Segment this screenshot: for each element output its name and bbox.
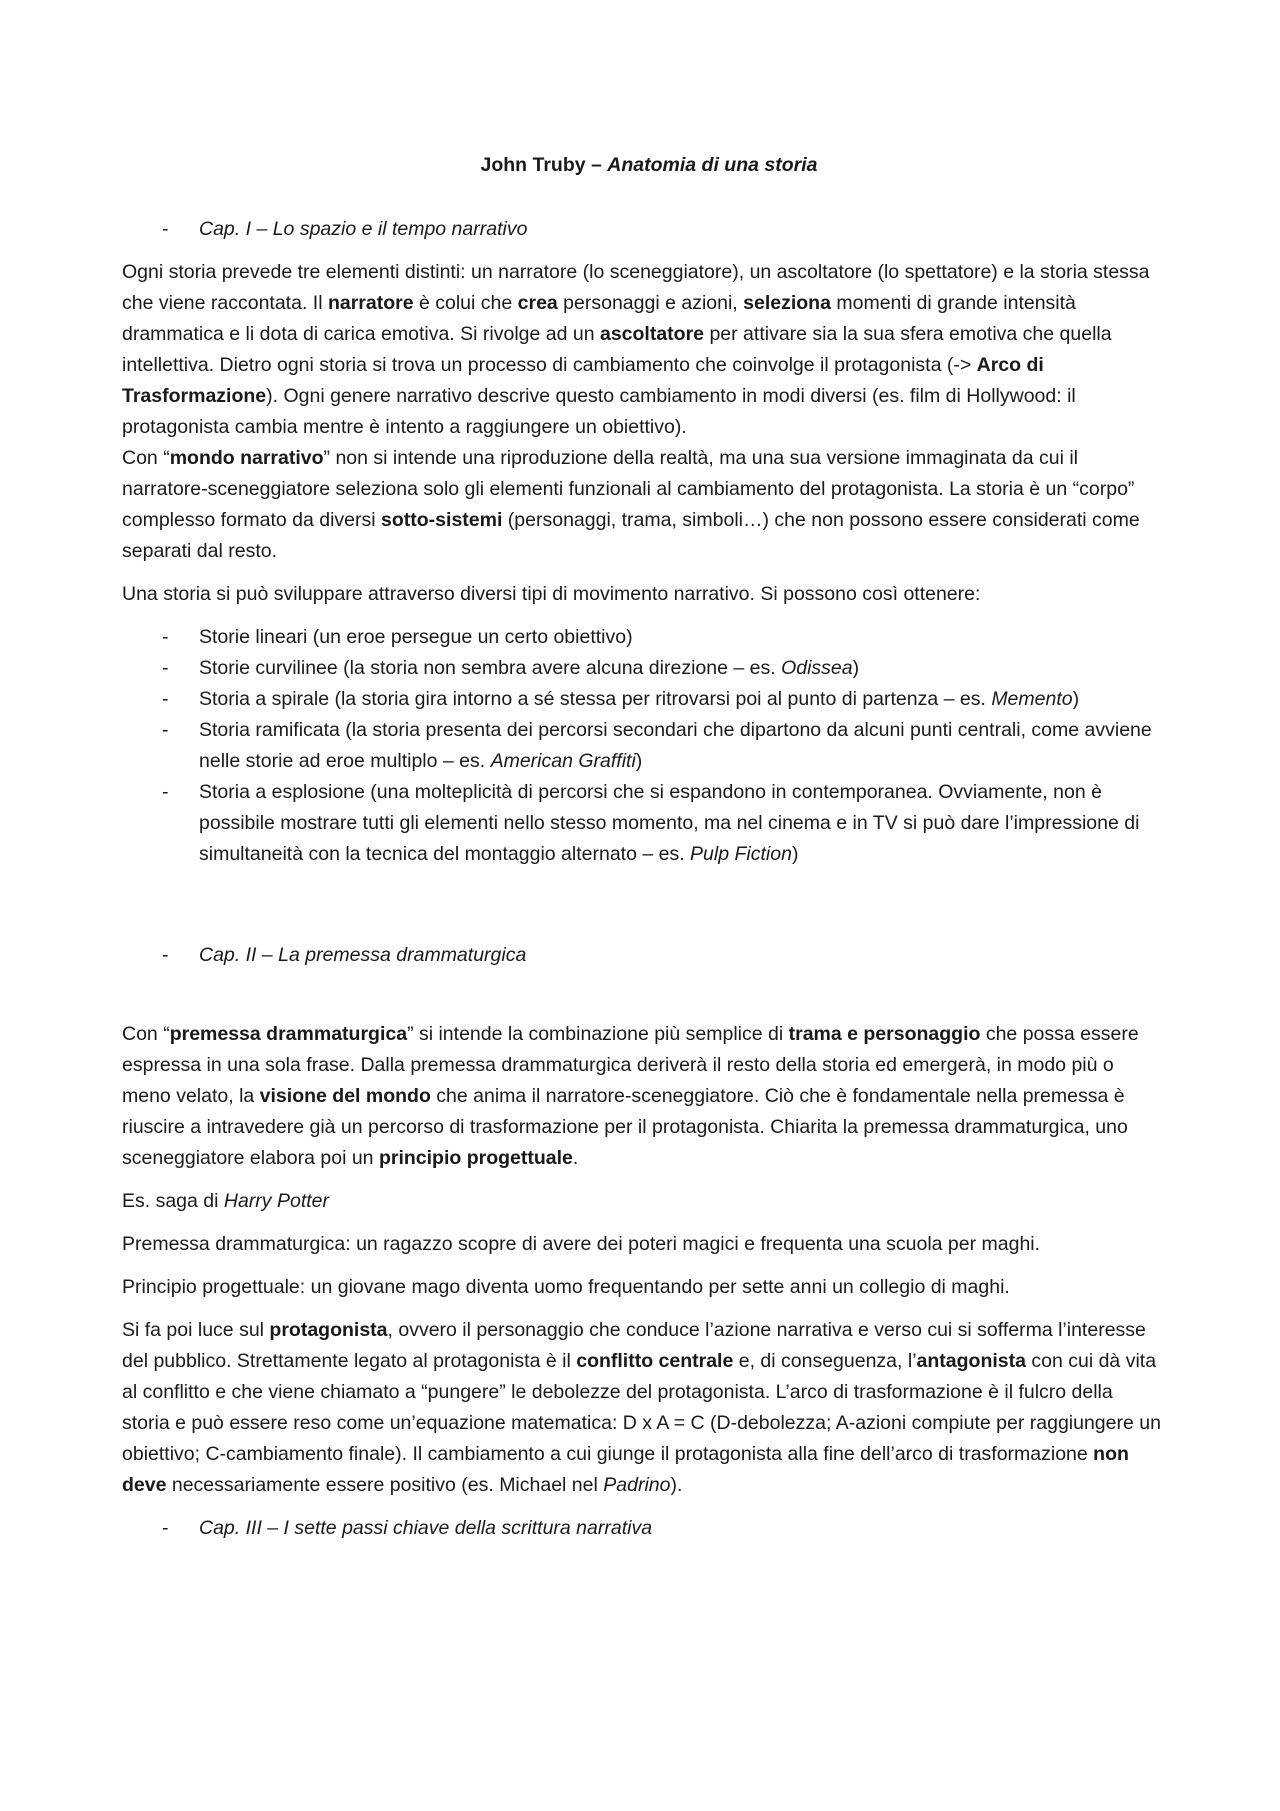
text: Storie lineari (un eroe persegue un certo obiettivo) (199, 626, 633, 648)
paragraph-5: Premessa drammaturgica: un ragazzo scopre di avere dei poteri magici e frequenta una scuola per maghi. (122, 1233, 1041, 1255)
paragraph-2: Una storia si può sviluppare attraverso diversi tipi di movimento narrativo. Si possono così ottenere: (122, 583, 981, 605)
bold-text: mondo narrativo (169, 447, 324, 469)
text: ). Ogni genere narrativo descrive questo cambiamento in modi diversi (es. film di Hollywood: il protagonista cambia mentre è intento a raggiungere un obiettivo). (122, 385, 1076, 438)
chapter-heading-text: Cap. I – Lo spazio e il tempo narrativo (199, 218, 528, 240)
paragraph-3 (122, 1019, 1162, 1174)
italic-text: Padrino (603, 1474, 671, 1496)
dash-bullet: - (162, 688, 169, 710)
text: ) (852, 657, 860, 679)
text: ” si intende la combinazione più semplice di (407, 1023, 789, 1045)
text: Si fa poi luce sul (122, 1319, 270, 1341)
dash-bullet: - (162, 657, 169, 679)
bold-text: antagonista (916, 1350, 1026, 1372)
text: con cui dà vita al conflitto e che viene chiamato a “pungere” le debolezze del protagonista. L’arco di trasformazione è il fulcro della storia e può essere reso come un’equazione matematica: D x A = C (D-debolezza; A-azioni compiute per raggiungere un obiettivo; C-cambiamento finale). Il cambiamento a cui giunge il protagonista alla fine dell’arco di trasformazione (122, 1350, 1161, 1465)
text: (personaggi, trama, simboli…) che non possono essere considerati come separati dal resto. (122, 509, 1140, 562)
italic-text: Memento (991, 688, 1073, 710)
chapter-heading-text: Cap. III – I sette passi chiave della scrittura narrativa (199, 1517, 653, 1539)
text: personaggi e azioni, (557, 292, 744, 314)
text: Es. saga di (122, 1190, 224, 1212)
chapter-heading-1 (122, 214, 1162, 245)
text: Con “ (122, 447, 170, 469)
dash-bullet: - (162, 781, 169, 803)
bold-text: sotto-sistemi (381, 509, 503, 531)
title-separator: – (585, 154, 608, 176)
paragraph-7 (122, 1315, 1162, 1501)
text: Storia ramificata (la storia presenta dei percorsi secondari che dipartono da alcuni punti centrali, come avviene nelle storie ad eroe multiplo – es. (199, 719, 1152, 772)
list-item (122, 684, 1162, 715)
text: necessariamente essere positivo (es. Michael nel (166, 1474, 604, 1496)
list-item (122, 777, 1162, 870)
italic-text: Odissea (781, 657, 853, 679)
text: ) (1072, 688, 1080, 710)
paragraph-4 (122, 1186, 1162, 1217)
chapter-heading-2 (122, 940, 1162, 971)
document-title (122, 150, 1162, 181)
text: Storia a spirale (la storia gira intorno a sé stessa per ritrovarsi poi al punto di partenza – es. (199, 688, 992, 710)
bold-text: narratore (327, 292, 414, 314)
text: ). (670, 1474, 683, 1496)
italic-text: Pulp Fiction (690, 843, 792, 865)
document-body (122, 150, 1162, 1544)
paragraph-1 (122, 257, 1162, 567)
bold-text: conflitto centrale (576, 1350, 734, 1372)
title-author: John Truby (480, 154, 586, 176)
text: è colui che (413, 292, 518, 314)
chapter-heading-3 (122, 1513, 1162, 1544)
text: , ovvero il personaggio che conduce l’azione narrativa e verso cui si sofferma l’interesse del pubblico. Strettamente legato al protagonista è il (122, 1319, 1146, 1372)
text: Con “ (122, 1023, 170, 1045)
text: momenti di grande intensità drammatica e li dota di carica emotiva. Si rivolge ad un (122, 292, 1076, 345)
bold-text: seleziona (743, 292, 831, 314)
text: Ogni storia prevede tre elementi distinti: un narratore (lo sceneggiatore), un ascoltatore (lo spettatore) e la storia stessa che viene raccontata. Il (122, 261, 1150, 314)
dash-bullet: - (162, 218, 169, 240)
bold-text: ascoltatore (599, 323, 705, 345)
text: ” non si intende una riproduzione della realtà, ma una sua versione immaginata da cui il narratore-sceneggiatore seleziona solo gli elementi funzionali al cambiamento del protagonista. La storia è un “corpo” complesso formato da diversi (122, 447, 1135, 531)
bold-text: visione del mondo (259, 1085, 431, 1107)
text: ) (791, 843, 799, 865)
bold-text: premessa drammaturgica (169, 1023, 408, 1045)
bold-text: Arco di Trasformazione (122, 354, 1044, 407)
italic-text: American Graffiti (490, 750, 636, 772)
bold-text: protagonista (269, 1319, 388, 1341)
dash-bullet: - (162, 1517, 169, 1539)
text: che possa essere espressa in una sola frase. Dalla premessa drammaturgica deriverà il resto della storia ed emergerà, in modo più o meno velato, la (122, 1023, 1139, 1107)
dash-bullet: - (162, 719, 169, 741)
bold-text: non deve (122, 1443, 1129, 1496)
text: e, di conseguenza, l’ (733, 1350, 917, 1372)
bold-text: crea (517, 292, 558, 314)
text: ) (635, 750, 643, 772)
paragraph-6: Principio progettuale: un giovane mago diventa uomo frequentando per sette anni un collegio di maghi. (122, 1276, 1010, 1298)
list-item (122, 622, 1162, 653)
chapter-heading-text: Cap. II – La premessa drammaturgica (199, 944, 527, 966)
text: . (572, 1147, 579, 1169)
text: Storia a esplosione (una molteplicità di percorsi che si espandono in contemporanea. Ovviamente, non è possibile mostrare tutti gli elementi nello stesso momento, ma nel cinema e in TV si può dare l’impressione di simultaneità con la tecnica del montaggio alternato – es. (199, 781, 1140, 865)
dash-bullet: - (162, 626, 169, 648)
text: per attivare sia la sua sfera emotiva che quella intellettiva. Dietro ogni storia si trova un processo di cambiamento che coinvolge il protagonista (-> (122, 323, 1112, 376)
text: Storie curvilinee (la storia non sembra avere alcuna direzione – es. (199, 657, 782, 679)
story-types-list (122, 622, 1162, 870)
italic-text: Harry Potter (223, 1190, 329, 1212)
bold-text: principio progettuale (378, 1147, 573, 1169)
dash-bullet: - (162, 944, 169, 966)
bold-text: trama e personaggio (788, 1023, 981, 1045)
list-item (122, 653, 1162, 684)
list-item (122, 715, 1162, 777)
title-book: Anatomia di una storia (607, 154, 818, 176)
text: che anima il narratore-sceneggiatore. Ciò che è fondamentale nella premessa è riuscire a intravedere già un percorso di trasformazione per il protagonista. Chiarita la premessa drammaturgica, uno sceneggiatore elabora poi un (122, 1085, 1128, 1169)
